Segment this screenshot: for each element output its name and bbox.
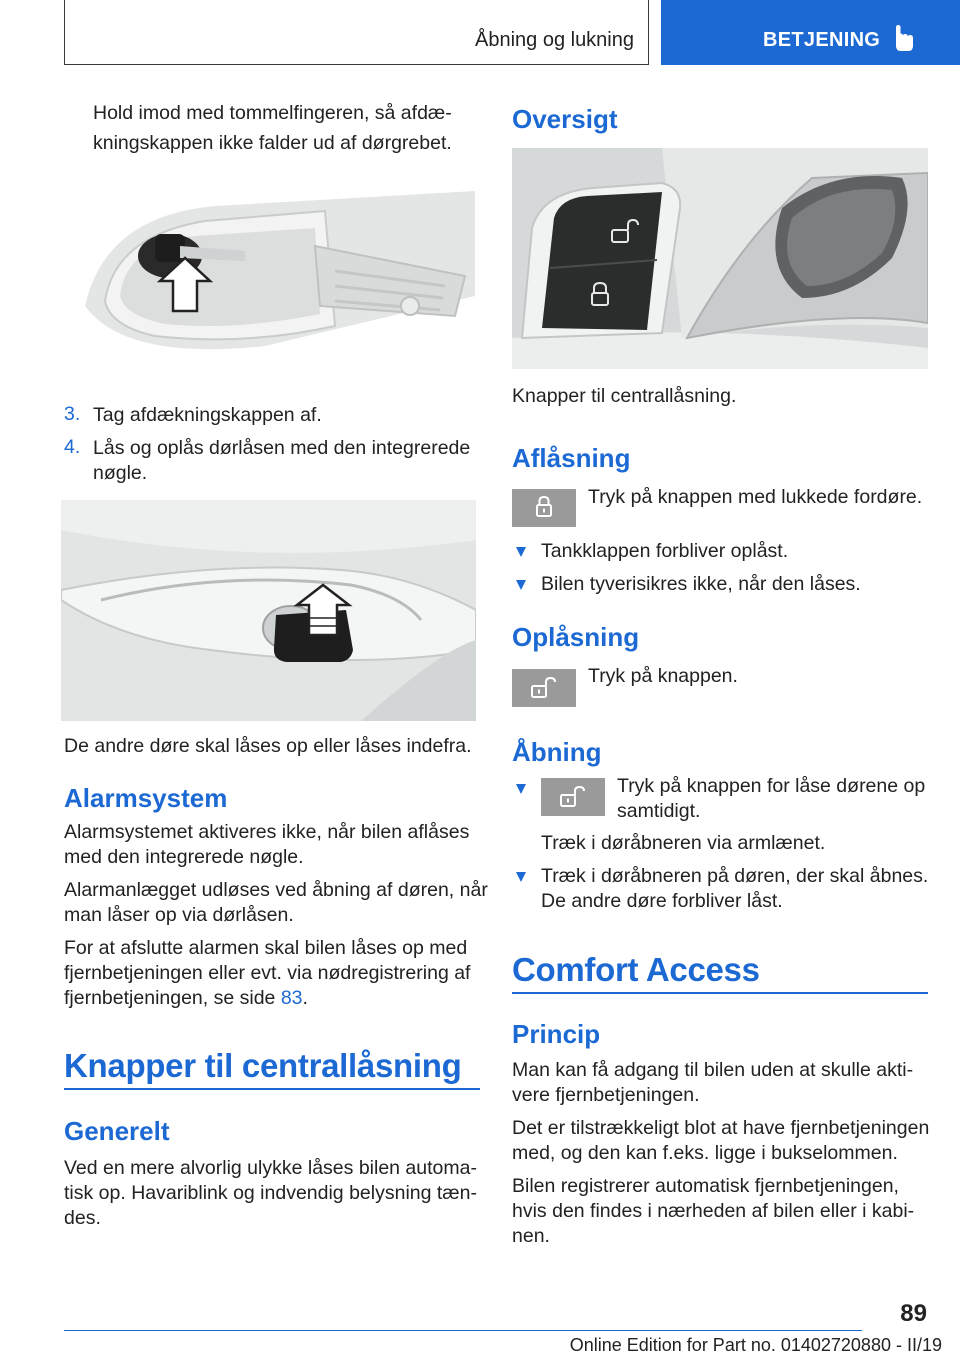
opening-bullet-1-sub: Træk i døråbneren via armlænet. [541,832,826,854]
page-number: 89 [900,1300,927,1327]
principle-p3-line-3: nen. [512,1225,550,1247]
opening-bullet-1-line-1: Tryk på knappen for låse dørene op [617,775,926,797]
heading-oplasning: Oplåsning [512,622,640,652]
alarm-p3-line-1: For at afslutte alarmen skal bilen låses op med [64,937,468,959]
locking-text: Tryk på knappen med lukkede fordøre. [588,486,923,508]
footer-edition: Online Edition for Part no. 01402720880 - II/19 [569,1335,942,1355]
principle-p3-line-2: hvis den findes i nærheden af bilen eller i kabi- [512,1200,915,1222]
page-link-83[interactable]: 83 [280,987,303,1009]
step-4-line-1: Lås og oplås dørlåsen med den integrerede [93,437,471,459]
footer-rule [64,1330,862,1331]
header-section-title: Åbning og lukning [474,29,634,51]
alarm-p3-line-2: fjernbetjeningen eller evt. via nødregistrering af [64,962,471,984]
locking-bullet-2: Bilen tyverisikres ikke, når den låses. [541,573,861,595]
other-doors-note: De andre døre skal låses op eller låses indefra. [64,735,472,757]
heading-generelt: Generelt [64,1116,170,1146]
alarm-p3-period: . [302,987,308,1009]
intro-line-2: kningskappen ikke falder ud af dørgrebet. [93,132,452,154]
bullet-triangle-icon [516,547,526,557]
heading-comfort-access: Comfort Access [512,951,760,988]
step-number: 3. [64,403,81,425]
lock-open-icon [541,778,605,816]
principle-p1-line-1: Man kan få adgang til bilen uden at skulle akti- [512,1059,914,1081]
general-line-2: tisk op. Havariblink og indvendig belysning tæn- [64,1182,477,1204]
intro-line-1: Hold imod med tommelfingeren, så afdæ- [93,102,452,124]
bullet-triangle-icon [516,580,526,590]
step-3-text: Tag afdækningskappen af. [93,404,322,426]
alarm-p1-line-1: Alarmsystemet aktiveres ikke, når bilen aflåses [64,821,470,843]
heading-aflasning: Aflåsning [512,443,631,473]
heading-rule [512,992,928,994]
general-line-1: Ved en mere alvorlig ulykke låses bilen automa- [64,1157,477,1179]
heading-rule [64,1088,480,1090]
step-4-line-2: nøgle. [93,462,148,484]
opening-bullet-1-line-2: samtidigt. [617,800,701,822]
alarm-p2-line-2: man låser op via dørlåsen. [64,904,294,926]
bullet-triangle-icon [516,784,526,794]
lock-closed-icon [512,489,576,527]
principle-p2-line-1: Det er tilstrækkeligt blot at have fjernbetjeningen [512,1117,930,1139]
alarm-p1-line-2: med den integrerede nøgle. [64,846,304,868]
header-section-box [64,0,649,65]
heading-central-locking-buttons: Knapper til centrallåsning [64,1047,462,1084]
alarm-p2-line-1: Alarmanlægget udløses ved åbning af døren, når [64,879,488,901]
figure-door-lock-key [61,500,476,721]
hand-pointer-icon [893,24,915,52]
header-chapter-tab[interactable] [661,0,960,65]
heading-princip: Princip [512,1019,601,1049]
step-number: 4. [64,436,81,458]
heading-abning: Åbning [512,737,602,767]
alarm-p3-line-3 [64,986,308,1011]
principle-p3-line-1: Bilen registrerer automatisk fjernbetjeningen, [512,1175,899,1197]
heading-alarmsystem: Alarmsystem [64,783,228,813]
lock-open-icon [512,669,576,707]
figure-central-locking-buttons [512,148,928,369]
unlocking-text: Tryk på knappen. [588,665,738,687]
header-chapter-title: BETJENING [763,29,881,51]
locking-bullet-1: Tankklappen forbliver oplåst. [541,540,789,562]
heading-oversigt: Oversigt [512,104,618,134]
overview-caption: Knapper til centrallåsning. [512,385,737,407]
general-line-3: des. [64,1207,101,1229]
principle-p1-line-2: vere fjernbetjeningen. [512,1084,700,1106]
opening-bullet-2-line-1: Træk i døråbneren på døren, der skal åbnes. [541,865,929,887]
bullet-triangle-icon [516,872,526,882]
principle-p2-line-2: med, og den kan f.eks. ligge i bukselommen. [512,1142,898,1164]
opening-bullet-2-line-2: De andre døre forbliver låst. [541,890,783,912]
figure-cap-removal [85,186,475,356]
alarm-p3-text: fjernbetjeningen, se side [64,987,281,1009]
